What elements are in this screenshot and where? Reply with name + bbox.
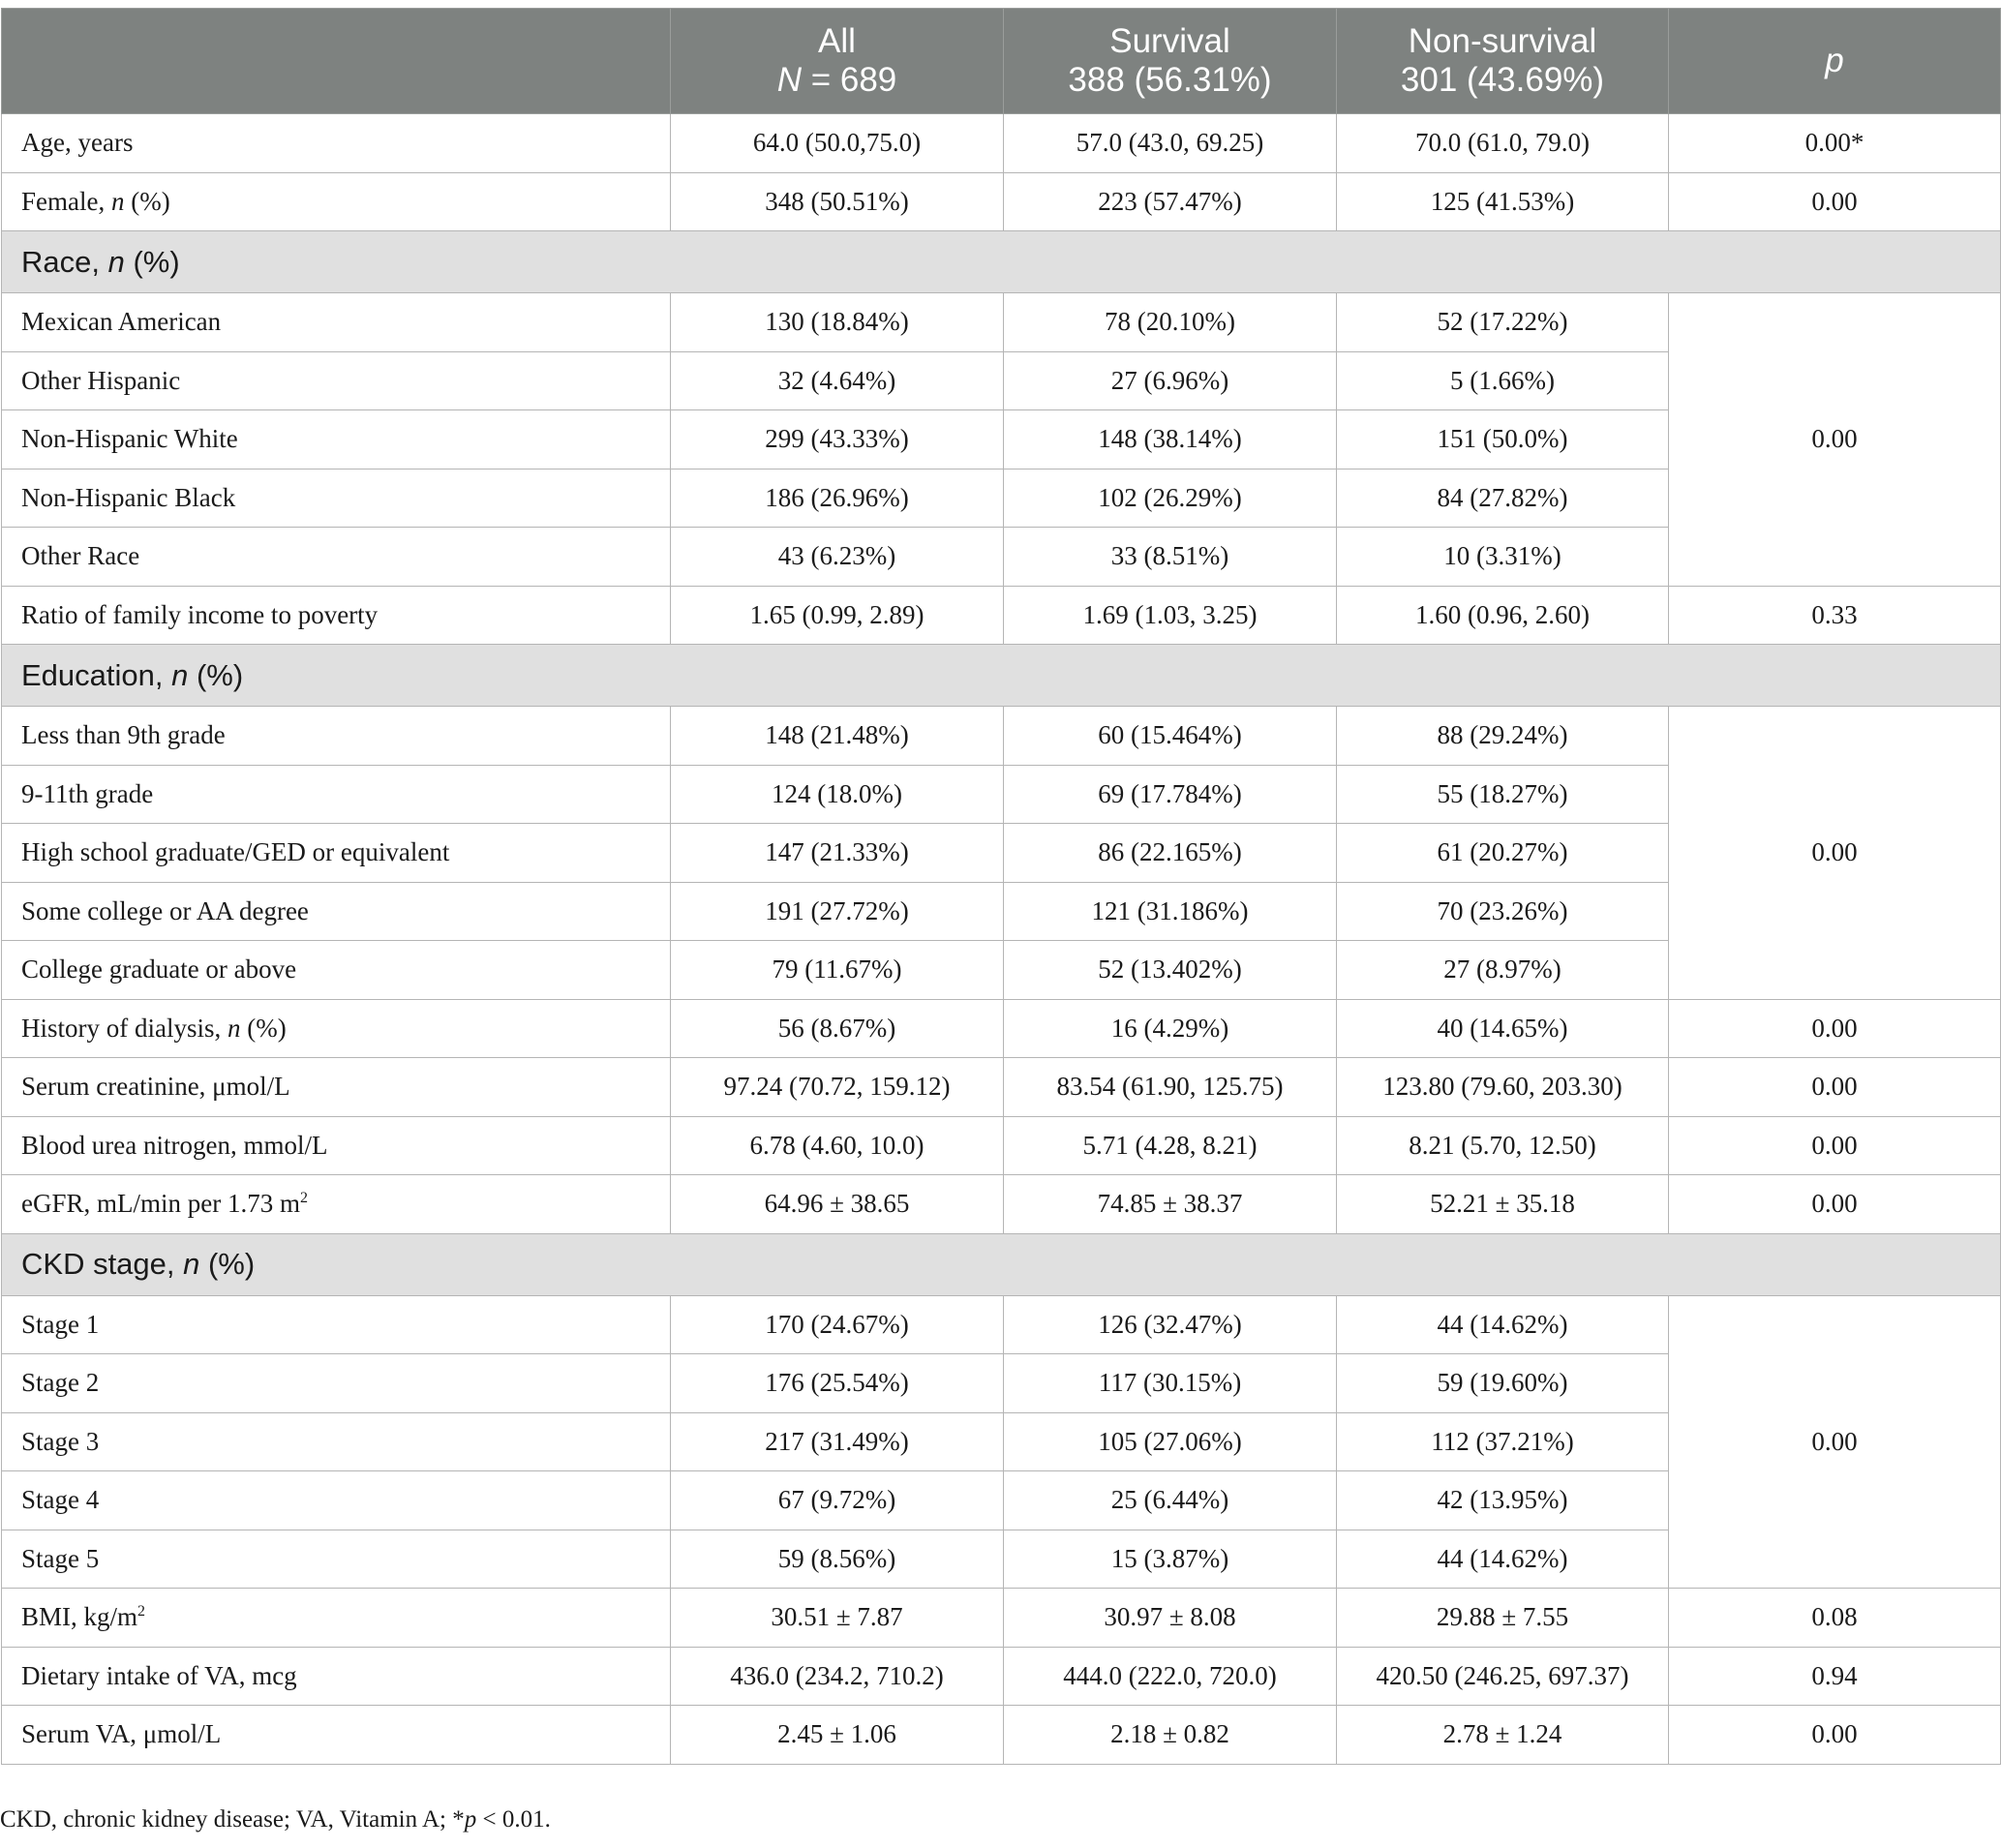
row-label: Female, n (%) bbox=[2, 172, 671, 231]
row-label: Non-Hispanic Black bbox=[2, 469, 671, 528]
cell-nonsurvival: 8.21 (5.70, 12.50) bbox=[1337, 1116, 1669, 1175]
section-row-ckd bbox=[2, 1233, 2001, 1295]
header-nonsurvival-count: 301 (43.69%) bbox=[1400, 61, 1605, 99]
cell-survival: 15 (3.87%) bbox=[1004, 1530, 1337, 1589]
cell-all: 30.51 ± 7.87 bbox=[671, 1589, 1004, 1648]
header-row bbox=[2, 9, 2001, 114]
cell-nonsurvival: 5 (1.66%) bbox=[1337, 351, 1669, 410]
cell-all: 436.0 (234.2, 710.2) bbox=[671, 1647, 1004, 1706]
table-row bbox=[2, 1647, 2001, 1706]
section-title: Race, n (%) bbox=[2, 231, 2001, 293]
cell-p-merged: 0.00 bbox=[1669, 293, 2001, 587]
cell-nonsurvival: 151 (50.0%) bbox=[1337, 410, 1669, 470]
cell-survival: 78 (20.10%) bbox=[1004, 293, 1337, 352]
cell-p: 0.00 bbox=[1669, 1175, 2001, 1234]
header-nonsurvival-title: Non-survival bbox=[1408, 22, 1597, 60]
cell-survival: 5.71 (4.28, 8.21) bbox=[1004, 1116, 1337, 1175]
cell-all: 191 (27.72%) bbox=[671, 882, 1004, 941]
cell-survival: 121 (31.186%) bbox=[1004, 882, 1337, 941]
cell-survival: 33 (8.51%) bbox=[1004, 528, 1337, 587]
cell-p: 0.00 bbox=[1669, 999, 2001, 1058]
cell-nonsurvival: 70.0 (61.0, 79.0) bbox=[1337, 114, 1669, 173]
row-label: High school graduate/GED or equivalent bbox=[2, 824, 671, 883]
table-row bbox=[2, 707, 2001, 766]
cell-survival: 223 (57.47%) bbox=[1004, 172, 1337, 231]
cell-p-merged: 0.00 bbox=[1669, 707, 2001, 1000]
cell-survival: 2.18 ± 0.82 bbox=[1004, 1706, 1337, 1765]
cell-all: 6.78 (4.60, 10.0) bbox=[671, 1116, 1004, 1175]
row-label: Some college or AA degree bbox=[2, 882, 671, 941]
cell-nonsurvival: 125 (41.53%) bbox=[1337, 172, 1669, 231]
table-container bbox=[0, 8, 2001, 1765]
cell-p: 0.33 bbox=[1669, 586, 2001, 645]
row-label: Serum creatinine, μmol/L bbox=[2, 1058, 671, 1117]
cell-all: 59 (8.56%) bbox=[671, 1530, 1004, 1589]
cell-all: 186 (26.96%) bbox=[671, 469, 1004, 528]
cell-survival: 69 (17.784%) bbox=[1004, 765, 1337, 824]
row-label: Age, years bbox=[2, 114, 671, 173]
cell-nonsurvival: 52 (17.22%) bbox=[1337, 293, 1669, 352]
cell-p: 0.00* bbox=[1669, 114, 2001, 173]
cell-p: 0.00 bbox=[1669, 1116, 2001, 1175]
header-all bbox=[671, 9, 1004, 114]
table-row bbox=[2, 1175, 2001, 1234]
header-p: p bbox=[1669, 9, 2001, 114]
row-label: Other Hispanic bbox=[2, 351, 671, 410]
cell-p: 0.08 bbox=[1669, 1589, 2001, 1648]
header-all-count: N = 689 bbox=[776, 61, 897, 99]
header-survival bbox=[1004, 9, 1337, 114]
table-row bbox=[2, 586, 2001, 645]
cell-all: 64.0 (50.0,75.0) bbox=[671, 114, 1004, 173]
cell-all: 217 (31.49%) bbox=[671, 1412, 1004, 1471]
cell-nonsurvival: 44 (14.62%) bbox=[1337, 1295, 1669, 1354]
table-row bbox=[2, 114, 2001, 173]
cell-survival: 30.97 ± 8.08 bbox=[1004, 1589, 1337, 1648]
cell-survival: 16 (4.29%) bbox=[1004, 999, 1337, 1058]
table-row bbox=[2, 1295, 2001, 1354]
row-label: Stage 5 bbox=[2, 1530, 671, 1589]
cell-survival: 74.85 ± 38.37 bbox=[1004, 1175, 1337, 1234]
cell-nonsurvival: 420.50 (246.25, 697.37) bbox=[1337, 1647, 1669, 1706]
cell-survival: 105 (27.06%) bbox=[1004, 1412, 1337, 1471]
header-all-title: All bbox=[818, 22, 856, 60]
cell-nonsurvival: 42 (13.95%) bbox=[1337, 1471, 1669, 1530]
cell-survival: 1.69 (1.03, 3.25) bbox=[1004, 586, 1337, 645]
cell-all: 176 (25.54%) bbox=[671, 1354, 1004, 1413]
table-footnote: CKD, chronic kidney disease; VA, Vitamin A; *p < 0.01. bbox=[0, 1806, 551, 1833]
row-label: Dietary intake of VA, mcg bbox=[2, 1647, 671, 1706]
row-label: Less than 9th grade bbox=[2, 707, 671, 766]
cell-all: 148 (21.48%) bbox=[671, 707, 1004, 766]
row-label: College graduate or above bbox=[2, 941, 671, 1000]
table-row bbox=[2, 1058, 2001, 1117]
baseline-characteristics-table bbox=[1, 8, 2001, 1765]
header-survival-title: Survival bbox=[1109, 22, 1230, 60]
cell-all: 1.65 (0.99, 2.89) bbox=[671, 586, 1004, 645]
cell-p-merged: 0.00 bbox=[1669, 1295, 2001, 1589]
row-label: Non-Hispanic White bbox=[2, 410, 671, 470]
cell-survival: 27 (6.96%) bbox=[1004, 351, 1337, 410]
cell-all: 170 (24.67%) bbox=[671, 1295, 1004, 1354]
cell-nonsurvival: 70 (23.26%) bbox=[1337, 882, 1669, 941]
cell-p: 0.00 bbox=[1669, 172, 2001, 231]
cell-all: 32 (4.64%) bbox=[671, 351, 1004, 410]
cell-all: 147 (21.33%) bbox=[671, 824, 1004, 883]
cell-nonsurvival: 2.78 ± 1.24 bbox=[1337, 1706, 1669, 1765]
cell-p: 0.94 bbox=[1669, 1647, 2001, 1706]
cell-survival: 52 (13.402%) bbox=[1004, 941, 1337, 1000]
table-row bbox=[2, 1589, 2001, 1648]
cell-nonsurvival: 59 (19.60%) bbox=[1337, 1354, 1669, 1413]
section-row-race bbox=[2, 231, 2001, 293]
cell-all: 124 (18.0%) bbox=[671, 765, 1004, 824]
cell-all: 2.45 ± 1.06 bbox=[671, 1706, 1004, 1765]
cell-all: 97.24 (70.72, 159.12) bbox=[671, 1058, 1004, 1117]
table-row bbox=[2, 172, 2001, 231]
cell-nonsurvival: 29.88 ± 7.55 bbox=[1337, 1589, 1669, 1648]
cell-p: 0.00 bbox=[1669, 1058, 2001, 1117]
cell-all: 130 (18.84%) bbox=[671, 293, 1004, 352]
row-label: Mexican American bbox=[2, 293, 671, 352]
cell-nonsurvival: 123.80 (79.60, 203.30) bbox=[1337, 1058, 1669, 1117]
cell-nonsurvival: 55 (18.27%) bbox=[1337, 765, 1669, 824]
row-label: Serum VA, μmol/L bbox=[2, 1706, 671, 1765]
row-label: History of dialysis, n (%) bbox=[2, 999, 671, 1058]
row-label: 9-11th grade bbox=[2, 765, 671, 824]
row-label: Ratio of family income to poverty bbox=[2, 586, 671, 645]
table-row bbox=[2, 1706, 2001, 1765]
header-survival-count: 388 (56.31%) bbox=[1068, 61, 1272, 99]
cell-nonsurvival: 112 (37.21%) bbox=[1337, 1412, 1669, 1471]
header-nonsurvival bbox=[1337, 9, 1669, 114]
cell-survival: 102 (26.29%) bbox=[1004, 469, 1337, 528]
section-row-education bbox=[2, 645, 2001, 707]
table-row bbox=[2, 1116, 2001, 1175]
row-label: Other Race bbox=[2, 528, 671, 587]
cell-survival: 83.54 (61.90, 125.75) bbox=[1004, 1058, 1337, 1117]
header-label bbox=[2, 9, 671, 114]
cell-survival: 60 (15.464%) bbox=[1004, 707, 1337, 766]
row-label: BMI, $kg/m^2$ bbox=[2, 1589, 671, 1648]
row-label: Stage 2 bbox=[2, 1354, 671, 1413]
row-label: eGFR, mL/min per 1.73 $m^2$ bbox=[2, 1175, 671, 1234]
cell-nonsurvival: 10 (3.31%) bbox=[1337, 528, 1669, 587]
row-label: Blood urea nitrogen, mmol/L bbox=[2, 1116, 671, 1175]
cell-all: 43 (6.23%) bbox=[671, 528, 1004, 587]
cell-survival: 117 (30.15%) bbox=[1004, 1354, 1337, 1413]
table-row bbox=[2, 999, 2001, 1058]
cell-survival: 126 (32.47%) bbox=[1004, 1295, 1337, 1354]
row-label: Stage 4 bbox=[2, 1471, 671, 1530]
cell-survival: 444.0 (222.0, 720.0) bbox=[1004, 1647, 1337, 1706]
cell-nonsurvival: 88 (29.24%) bbox=[1337, 707, 1669, 766]
cell-all: 79 (11.67%) bbox=[671, 941, 1004, 1000]
table-row bbox=[2, 293, 2001, 352]
cell-survival: 25 (6.44%) bbox=[1004, 1471, 1337, 1530]
row-label: Stage 1 bbox=[2, 1295, 671, 1354]
section-title: CKD stage, n (%) bbox=[2, 1233, 2001, 1295]
cell-all: 299 (43.33%) bbox=[671, 410, 1004, 470]
cell-nonsurvival: 1.60 (0.96, 2.60) bbox=[1337, 586, 1669, 645]
section-title: Education, n (%) bbox=[2, 645, 2001, 707]
cell-nonsurvival: 40 (14.65%) bbox=[1337, 999, 1669, 1058]
cell-p: 0.00 bbox=[1669, 1706, 2001, 1765]
cell-survival: 57.0 (43.0, 69.25) bbox=[1004, 114, 1337, 173]
cell-nonsurvival: 44 (14.62%) bbox=[1337, 1530, 1669, 1589]
cell-all: 56 (8.67%) bbox=[671, 999, 1004, 1058]
cell-all: 348 (50.51%) bbox=[671, 172, 1004, 231]
cell-nonsurvival: 52.21 ± 35.18 bbox=[1337, 1175, 1669, 1234]
cell-all: 64.96 ± 38.65 bbox=[671, 1175, 1004, 1234]
row-label: Stage 3 bbox=[2, 1412, 671, 1471]
cell-nonsurvival: 27 (8.97%) bbox=[1337, 941, 1669, 1000]
cell-survival: 86 (22.165%) bbox=[1004, 824, 1337, 883]
cell-nonsurvival: 61 (20.27%) bbox=[1337, 824, 1669, 883]
cell-nonsurvival: 84 (27.82%) bbox=[1337, 469, 1669, 528]
cell-all: 67 (9.72%) bbox=[671, 1471, 1004, 1530]
cell-survival: 148 (38.14%) bbox=[1004, 410, 1337, 470]
